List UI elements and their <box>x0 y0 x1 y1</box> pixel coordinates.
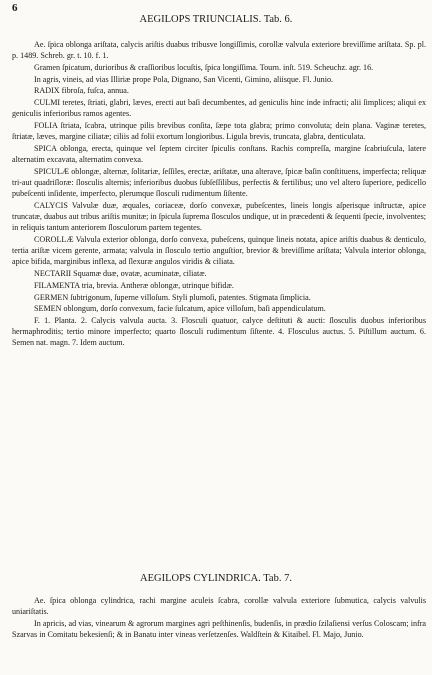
section-title-cylindrica: AEGILOPS CYLINDRICA. Tab. 7. <box>140 573 292 584</box>
paragraph-radix: RADIX fibroſa, fuſca, annua. <box>34 86 129 96</box>
page-number: 6 <box>12 2 18 14</box>
paragraph-semen: SEMEN oblongum, dorſo convexum, facie ſulcatum, apice villoſum, baſi appendiculatum. <box>34 304 326 314</box>
paragraph-spiculae: SPICULÆ oblongæ, alternæ, ſolitariæ, ſeſſiles, erectæ, ariſtatæ, una alterave, ſpicæ baſin conſtituens, imperfecta; reliquæ tri-aut quadriſloræ: ſlosculis alternis; inferioribus duobus ſubſeſſilibus, perfectis & fertilibus; uno vel altero ſuperiore, pedicello pubeſcenti inſidente, imperfecto, plerumque ſlosculi rudimentum ſiſtente. <box>12 166 426 199</box>
paragraph-synonym: Gramen ſpicatum, durioribus & craſſioribus locuſtis, ſpica longiſſima. Tourn. inſt. 519. Scheuchz. agr. 16. <box>34 62 374 72</box>
paragraph-diagnosis-cylindrica: Ae. ſpica oblonga cylindrica, rachi margine aculeis ſcabra, corollæ valvula exteriore ſubmutica, calycis valvulis uniariſtatis. <box>12 596 426 617</box>
section-title-triuncialis: AEGILOPS TRIUNCIALIS. Tab. 6. <box>139 14 293 25</box>
paragraph-filamenta: FILAMENTA tria, brevia. Antheræ oblongæ, utrinque bifidæ. <box>34 280 234 290</box>
paragraph-diagnosis: Ae. ſpica oblonga ariſtata, calycis ariſtis duabus tribusve longiſſimis, corollæ valvula exteriore breviſſime ariſtata. Sp. pl. p. 1489. Schreb. gr. t. 10. f. 1. <box>12 40 426 61</box>
paragraph-calycis: CALYCIS Valvulæ duæ, æquales, coriaceæ, dorſo convexæ, pubeſcentes, lineis longis aſperisque inſtructæ, apice truncatæ, duabus aut tribus ariſtis munitæ; in ſpicula ſuprema ſlosculos undique, ut in præcedenti & ſequenti ſpecie, involventes; in reliquis tantum anteriorem ſlosculorum partem tegentes. <box>12 200 426 233</box>
paragraph-habitat: In agris, vineis, ad vias Illiriæ prope Pola, Dignano, San Vicenti, Gimino, aliisque. Fl. Junio. <box>34 74 334 84</box>
paragraph-figure-legend: F. 1. Planta. 2. Calycis valvula aucta. 3. Flosculi quatuor, calyce deſtituti & aucti: ſlosculis duobus inferioribus hermaphroditis; tertio minore imperfecto; quarto ſlosculi rudimentum ſiſtente. 4. Flosculus auctus. 5. Piſtillum auctum. 6. Semen nat. magn. 7. Idem auctum. <box>12 316 426 348</box>
paragraph-germen: GERMEN ſubtrigonum, ſuperne villoſum. Styli plumoſi, patentes. Stigmata ſimplicia. <box>34 292 311 302</box>
paragraph-corollae: COROLLÆ Valvula exterior oblonga, dorſo convexa, pubeſcens, quinque lineis notata, apice ariſtis duabus & denticulo, tertia ariſtæ vicem gerente, armata; valvula in ſlosculo tertio anguſtior, brevior & breviſſime ariſtata; Valvula interior oblonga, apice bifida, marginibus inflexa, ad ſlexuræ angulos viridis & ciliata. <box>12 235 426 267</box>
paragraph-habitat-cylindrica: In apricis, ad vias, vinearum & agrorum margines agri peſthinenſis, budenſis, in prædio ſzilaſiensi verſus Coloscam; infra Szarvas in Comitatu bekesienſi; & in Banatu inter vineas verſetzenſes. Waldſtein & Kitaibel. Fl. Majo, Junio. <box>12 618 426 640</box>
paragraph-culmi: CULMI teretes, ſtriati, glabri, læves, erecti aut baſi decumbentes, ad geniculis hinc inde infracti; alii ſimplices; aliqui ex geniculis inferioribus ramos agentes. <box>12 98 426 119</box>
section-body-cylindrica <box>12 595 426 641</box>
paragraph-folia: FOLIA ſtriata, ſcabra, utrinque pilis brevibus conſita, ſæpe tota glabra; primo convoluta; dein plana. Vaginæ teretes, ſtriatæ, læves, margine ciliatæ; ciliis ad folii exortum longioribus. Ligula brevis, truncata, glabra, denticulata. <box>12 121 426 142</box>
section-body-triuncialis <box>12 39 426 349</box>
paragraph-spica: SPICA oblonga, erecta, quinque vel ſeptem circiter ſpiculis conſtans. Rachis compreſſa, margine ſcabriuſcula, latere alternatim excavata, alternatim convexa. <box>12 143 426 165</box>
paragraph-nectarii: NECTARII Squamæ duæ, ovatæ, acuminatæ, ciliatæ. <box>34 269 207 279</box>
